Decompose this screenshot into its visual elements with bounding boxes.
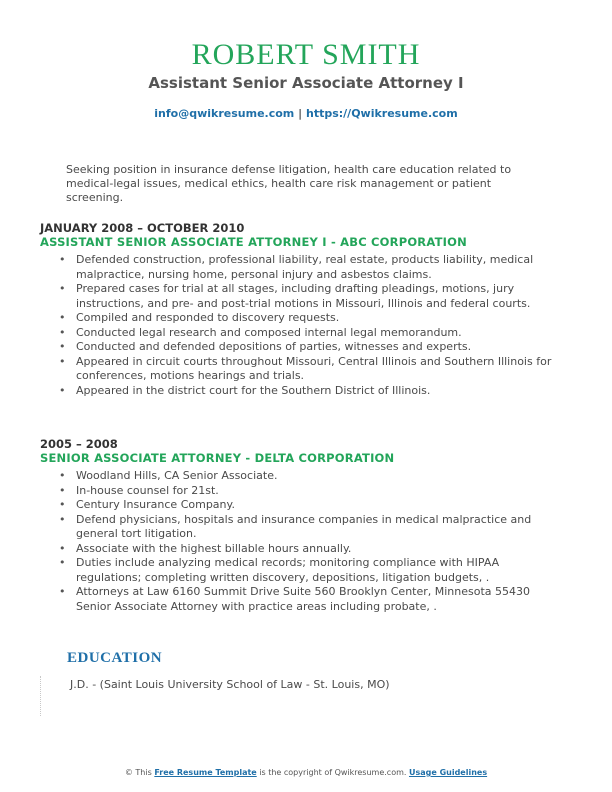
contact-separator: | <box>298 107 303 120</box>
job-title: ASSISTANT SENIOR ASSOCIATE ATTORNEY I - ABC CORPORATION <box>40 235 467 249</box>
job-bullet: • Compiled and responded to discovery requests. <box>40 311 556 326</box>
education-heading: EDUCATION <box>67 650 163 666</box>
job-bullet: • Prepared cases for trial at all stages, including drafting pleadings, motions, jury instructions, and pre- and post-trial motions in Missouri, Illinois and federal courts. <box>40 282 556 311</box>
education-item: J.D. - (Saint Louis University School of Law - St. Louis, MO) <box>70 678 390 691</box>
footer-copyright: is the copyright of Qwikresume.com. <box>259 768 407 777</box>
job-bullet: • Associate with the highest billable hours annually. <box>40 542 556 557</box>
job-title: SENIOR ASSOCIATE ATTORNEY - DELTA CORPORATION <box>40 451 395 465</box>
job-bullet: • Attorneys at Law 6160 Summit Drive Suite 560 Brooklyn Center, Minnesota 55430 Senior Associate Attorney with practice areas including probate, . <box>40 585 556 614</box>
candidate-name: ROBERT SMITH <box>191 38 421 71</box>
job-bullet: • In-house counsel for 21st. <box>40 484 556 499</box>
footer-prefix: © This <box>124 768 152 777</box>
job-bullets <box>40 469 560 614</box>
resume-header <box>0 38 612 121</box>
footer <box>0 768 612 777</box>
job-bullet: • Century Insurance Company. <box>40 498 556 513</box>
job-bullet: • Conducted and defended depositions of parties, witnesses and experts. <box>40 340 556 355</box>
job-entry-2 <box>40 437 560 614</box>
job-bullet: • Appeared in the district court for the Southern District of Illinois. <box>40 384 556 399</box>
job-bullet: • Defend physicians, hospitals and insurance companies in medical malpractice and general tort litigation. <box>40 513 556 542</box>
education-divider <box>40 676 41 716</box>
job-bullet: • Defended construction, professional liability, real estate, products liability, medical malpractice, nursing home, personal injury and asbestos claims. <box>40 253 556 282</box>
email-link[interactable]: info@qwikresume.com <box>154 107 295 120</box>
job-bullet: • Conducted legal research and composed internal legal memorandum. <box>40 326 556 341</box>
job-bullet: • Appeared in circuit courts throughout Missouri, Central Illinois and Southern Illinois for conferences, motions hearings and trials. <box>40 355 556 384</box>
candidate-title: Assistant Senior Associate Attorney I <box>148 74 464 92</box>
job-bullets <box>40 253 560 398</box>
website-link[interactable]: https://Qwikresume.com <box>305 107 458 120</box>
usage-guidelines-link[interactable]: Usage Guidelines <box>408 768 488 777</box>
job-bullet: • Duties include analyzing medical records; monitoring compliance with HIPAA regulations; completing written discovery, depositions, litigation budgets, . <box>40 556 556 585</box>
summary-text: Seeking position in insurance defense litigation, health care education related to medical-legal issues, medical ethics, health care risk management or patient screening. <box>66 163 512 204</box>
free-resume-template-link[interactable]: Free Resume Template <box>154 768 257 777</box>
job-dates: 2005 – 2008 <box>40 437 118 451</box>
contact-line <box>0 107 612 121</box>
job-bullet: • Woodland Hills, CA Senior Associate. <box>40 469 556 484</box>
job-dates: JANUARY 2008 – OCTOBER 2010 <box>40 221 245 235</box>
job-entry-1 <box>40 221 560 398</box>
